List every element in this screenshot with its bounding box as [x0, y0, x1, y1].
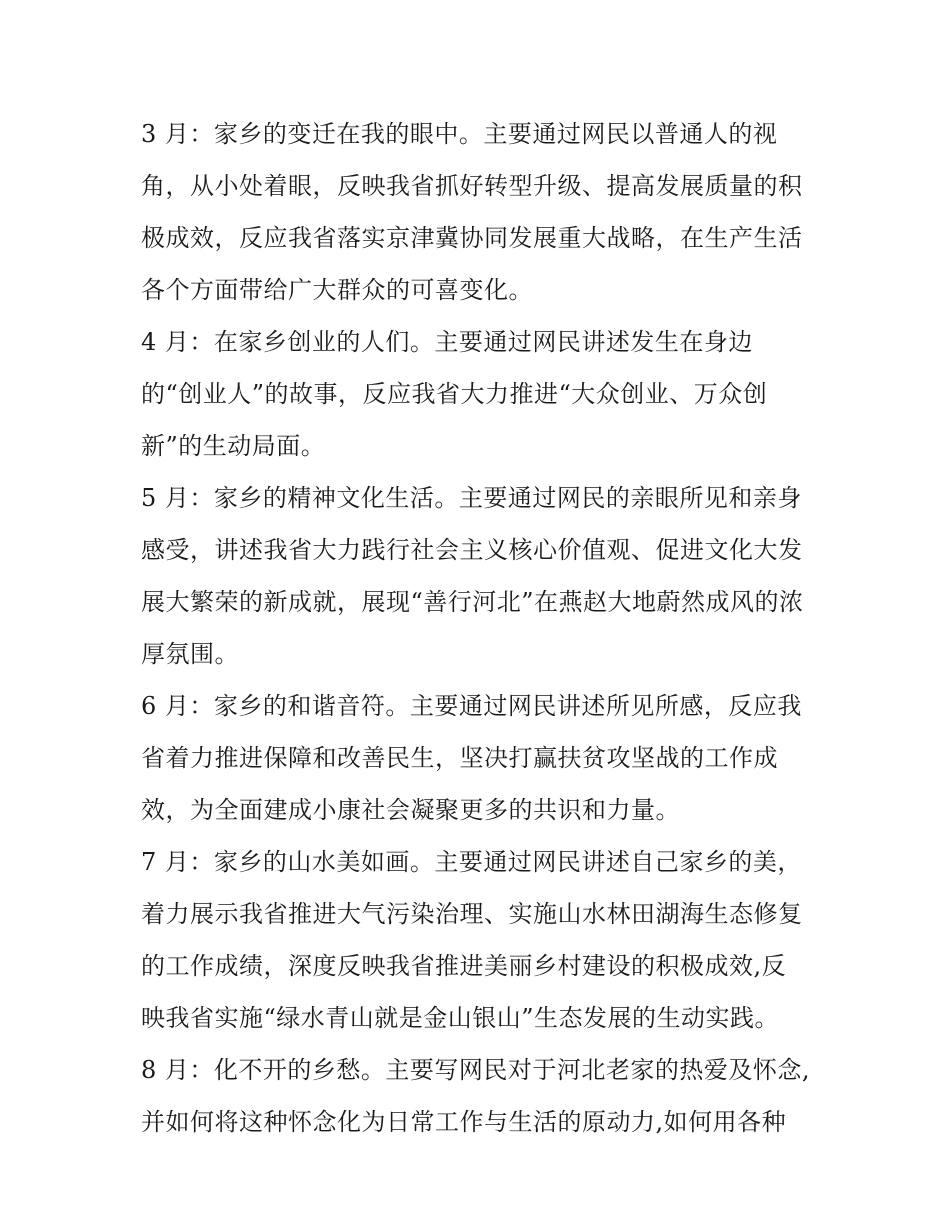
text-line: 感受，讲述我省大力践行社会主义核心价值观、促进文化大发: [141, 536, 803, 564]
text-line: 角，从小处着眼，反映我省抓好转型升级、提高发展质量的积: [141, 172, 803, 200]
text-line: 并如何将这种怀念化为日常工作与生活的原动力,如何用各种: [141, 1108, 787, 1136]
text-line: 厚氛围。: [141, 640, 239, 668]
text-line: 展大繁荣的新成就，展现“善行河北”在燕赵大地蔚然成风的浓: [141, 588, 804, 616]
text-line: 极成效，反应我省落实京津冀协同发展重大战略，在生产生活: [141, 224, 803, 252]
text-line: 的工作成绩，深度反映我省推进美丽乡村建设的积极成效,反: [141, 952, 787, 980]
text-line: 5 月：家乡的精神文化生活。主要通过网民的亲眼所见和亲身: [141, 484, 802, 512]
text-line: 省着力推进保障和改善民生，坚决打赢扶贫攻坚战的工作成: [141, 744, 778, 772]
text-line: 映我省实施“绿水青山就是金山银山”生态发展的生动实践。: [141, 1004, 780, 1032]
text-line: 3 月：家乡的变迁在我的眼中。主要通过网民以普通人的视: [141, 120, 778, 148]
text-line: 新”的生动局面。: [141, 432, 326, 460]
text-line: 4 月：在家乡创业的人们。主要通过网民讲述发生在身边: [141, 328, 753, 356]
text-line: 效，为全面建成小康社会凝聚更多的共识和力量。: [141, 796, 680, 824]
text-line: 各个方面带给广大群众的可喜变化。: [141, 276, 533, 304]
text-line: 着力展示我省推进大气污染治理、实施山水林田湖海生态修复: [141, 900, 803, 928]
text-line: 6 月：家乡的和谐音符。主要通过网民讲述所见所感，反应我: [141, 692, 802, 720]
text-line: 8 月：化不开的乡愁。主要写网民对于河北老家的热爱及怀念,: [141, 1056, 811, 1084]
document-body: [141, 108, 821, 1148]
text-line: 的“创业人”的故事，反应我省大力推进“大众创业、万众创: [141, 380, 768, 408]
text-line: 7 月：家乡的山水美如画。主要通过网民讲述自己家乡的美，: [141, 848, 802, 876]
